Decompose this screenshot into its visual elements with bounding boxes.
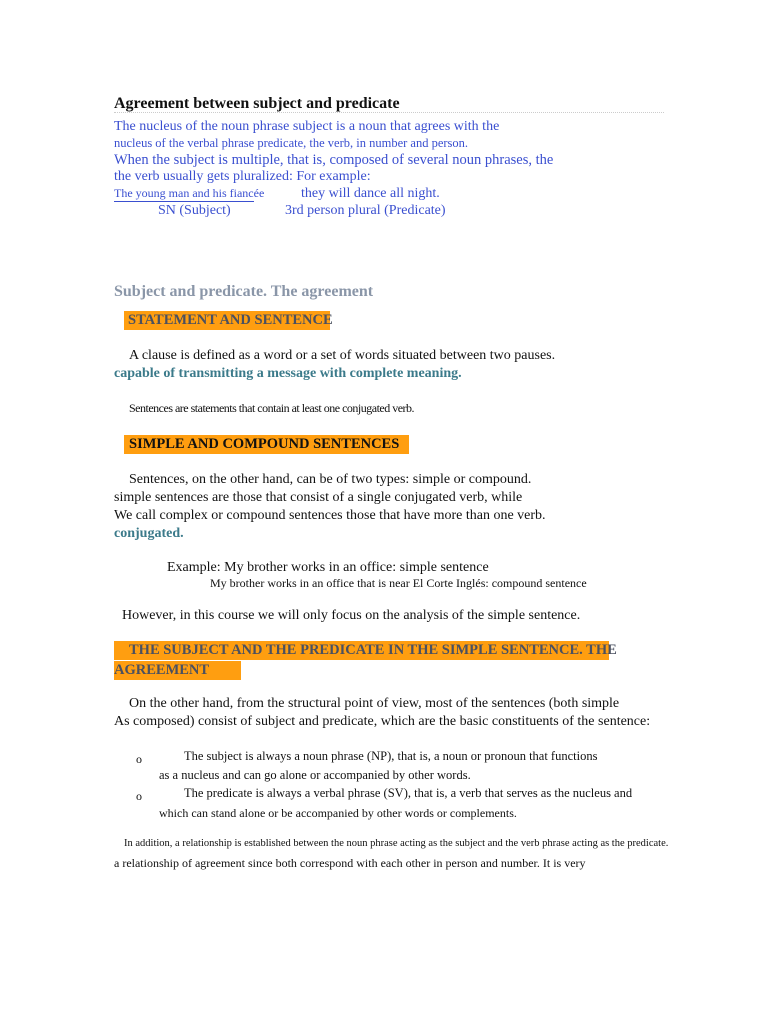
heading-simple-compound: SIMPLE AND COMPOUND SENTENCES	[124, 435, 409, 454]
clause-text: A clause is defined as a word or a set of words situated between two pauses.	[129, 348, 556, 363]
however-text: However, in this course we will only focus on the analysis of the simple sentence.	[122, 608, 581, 623]
types-line: Sentences, on the other hand, can be of two types: simple or compound.	[129, 472, 532, 487]
sentences-definition: Sentences are statements that contain at least one conjugated verb.	[129, 401, 415, 415]
conjugated-text: conjugated.	[114, 526, 184, 541]
example-predicate: they will dance all night.	[301, 186, 440, 201]
intro-line: The nucleus of the noun phrase subject is a noun that agrees with the	[114, 119, 500, 134]
example-compound: My brother works in an office that is near El Corte Inglés: compound sentence	[210, 576, 587, 590]
structural-line: On the other hand, from the structural point of view, most of the sentences (both simple	[129, 696, 620, 711]
example-subject: The young man and his fiancée	[114, 186, 265, 200]
bullet-line: as a nucleus and can go alone or accompanied by other words.	[159, 768, 471, 782]
section-title: Subject and predicate. The agreement	[114, 283, 374, 300]
clause-text-2: capable of transmitting a message with complete meaning.	[114, 366, 462, 381]
bullet-marker: o	[136, 752, 142, 766]
bullet-line: The predicate is always a verbal phrase (SV), that is, a verb that serves as the nucleus and	[184, 786, 633, 800]
types-line: We call complex or compound sentences those that have more than one verb.	[114, 508, 546, 523]
structural-line: As composed) consist of subject and predicate, which are the basic constituents of the sentence:	[114, 714, 651, 729]
intro-line: When the subject is multiple, that is, composed of several noun phrases, the	[114, 152, 554, 168]
bullet-line: which can stand alone or be accompanied by other words or complements.	[159, 806, 517, 820]
addition-text: In addition, a relationship is established between the noun phrase acting as the subject and the verb phrase acting as the predicate.	[124, 838, 669, 849]
heading-subject-predicate-2: AGREEMENT	[114, 661, 241, 680]
example-simple: Example: My brother works in an office: simple sentence	[167, 560, 489, 575]
page-title: Agreement between subject and predicate	[114, 95, 400, 112]
heading-statement: STATEMENT AND SENTENCE	[124, 311, 337, 330]
subject-label: SN (Subject)	[158, 203, 231, 218]
intro-line: the verb usually gets pluralized: For example:	[114, 169, 371, 184]
types-line: simple sentences are those that consist of a single conjugated verb, while	[114, 490, 523, 505]
bullet-line: The subject is always a noun phrase (NP), that is, a noun or pronoun that functions	[184, 749, 598, 763]
bullet-marker: o	[136, 789, 142, 803]
predicate-label: 3rd person plural (Predicate)	[285, 203, 446, 218]
heading-subject-predicate: THE SUBJECT AND THE PREDICATE IN THE SIMPLE SENTENCE. THE	[114, 641, 617, 660]
addition-text-2: a relationship of agreement since both correspond with each other in person and number. It is very	[114, 856, 586, 870]
intro-line: nucleus of the verbal phrase predicate, the verb, in number and person.	[114, 136, 469, 150]
title-divider	[114, 112, 664, 113]
